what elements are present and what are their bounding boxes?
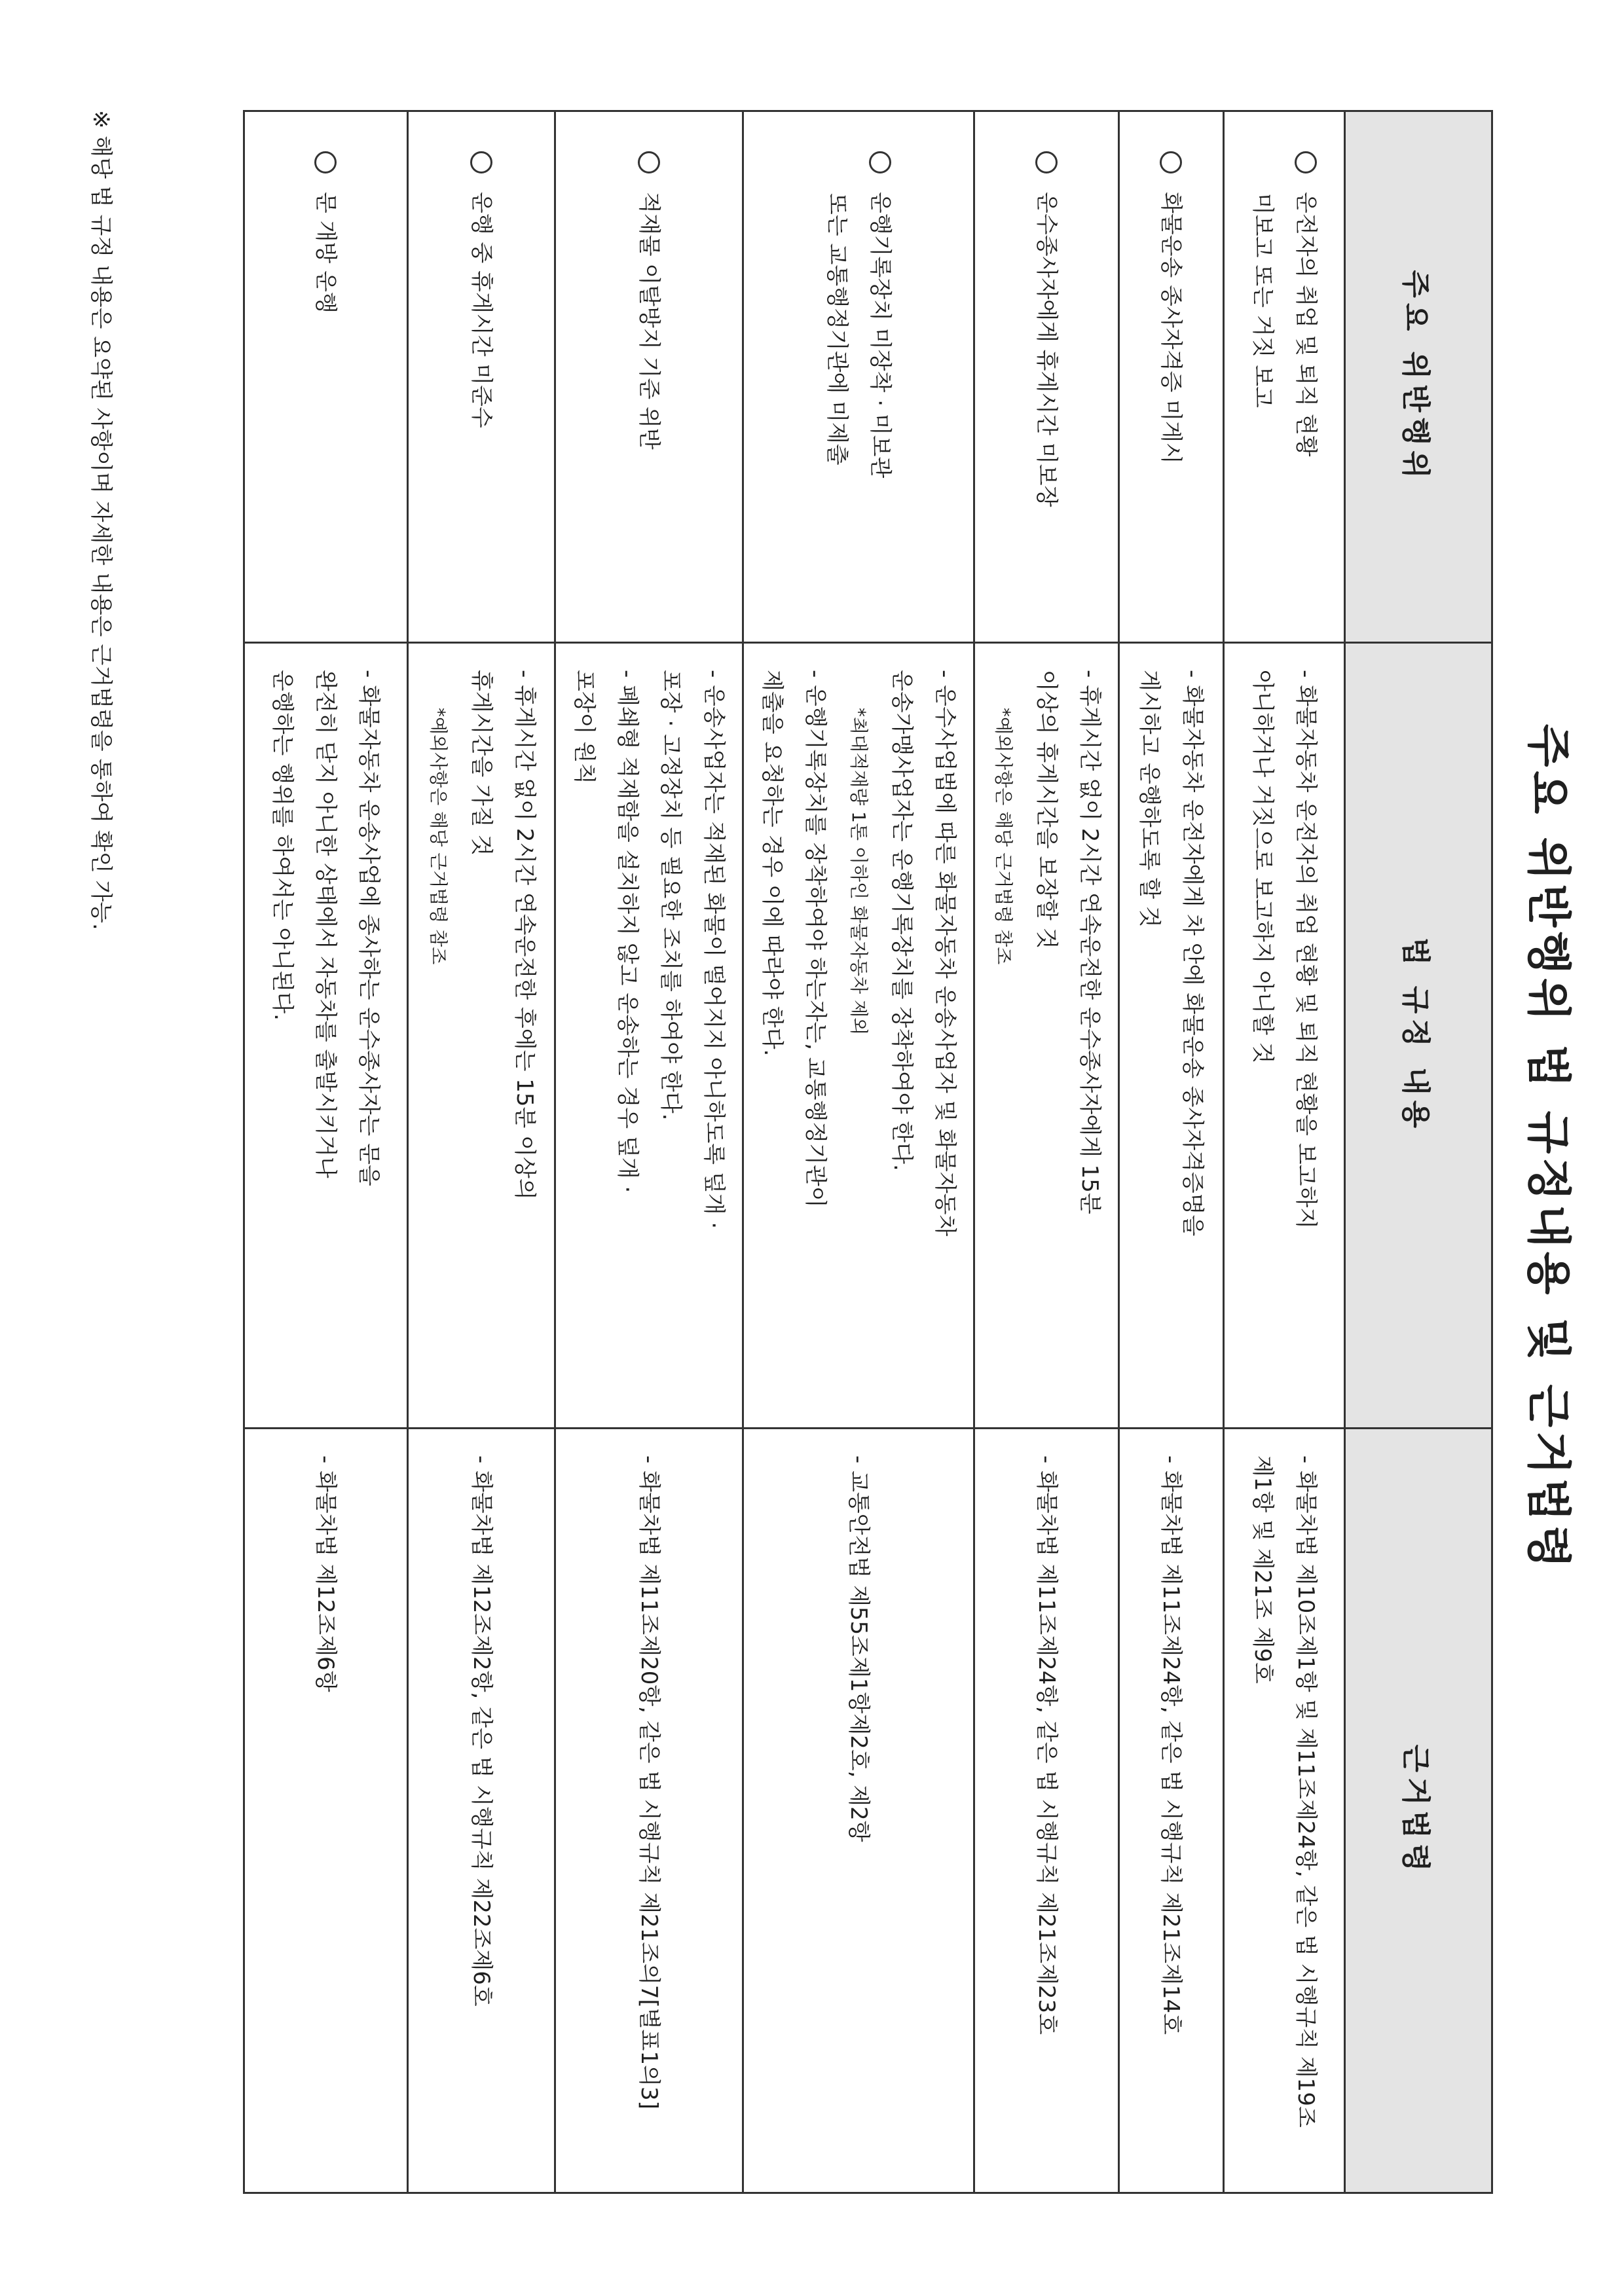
dash-bullet-icon: - bbox=[356, 670, 382, 685]
content-line bbox=[563, 670, 606, 1401]
violation-line bbox=[858, 151, 902, 615]
violation-cell bbox=[244, 111, 408, 643]
table-row bbox=[974, 111, 1119, 2193]
content-text: 이상의 휴게시간을 보장할 것 bbox=[1033, 670, 1060, 949]
content-line bbox=[1284, 670, 1327, 1401]
content-line bbox=[1241, 670, 1284, 1401]
legal-basis-line bbox=[1284, 1455, 1327, 2166]
violation-text: 운전자의 취업 및 퇴직 현황 bbox=[1293, 192, 1319, 457]
content-line bbox=[692, 670, 735, 1401]
violation-cell bbox=[408, 111, 555, 643]
violation-cell bbox=[974, 111, 1119, 643]
content-text: 완전히 닫지 아니한 상태에서 자동차를 출발시키거나 bbox=[312, 670, 339, 1178]
content-text: 포장이 원칙 bbox=[571, 670, 597, 785]
violation-line bbox=[1241, 151, 1284, 615]
violation-table bbox=[243, 110, 1493, 2194]
dash-bullet-icon: - bbox=[701, 670, 727, 685]
table-header-row bbox=[1345, 111, 1492, 2193]
dash-bullet-icon: - bbox=[468, 1455, 494, 1471]
content-text: 운행하는 행위를 하여서는 아니된다. bbox=[269, 670, 296, 1021]
table-row bbox=[1224, 111, 1345, 2193]
table-row bbox=[743, 111, 974, 2193]
violation-line bbox=[1025, 151, 1068, 615]
content-text: 화물자동차 운전자의 취업 현황 및 퇴직 현황을 보고하지 bbox=[1293, 685, 1319, 1230]
content-text: 제출을 요청하는 경우 이에 따라야 한다. bbox=[759, 670, 785, 1057]
header-violation: 주요 위반행위 bbox=[1345, 111, 1492, 643]
legal-basis-line bbox=[1025, 1455, 1068, 2166]
legal-basis-cell bbox=[974, 1429, 1119, 2193]
content-text: 운행기록장치를 장착하여야 하는자는, 교통행정기관이 bbox=[802, 685, 828, 1208]
legal-basis-text: 화물차법 제12조제2항, 같은 법 시행규칙 제22조제6호 bbox=[468, 1470, 494, 2007]
content-text: 폐쇄형 적재함을 설치하지 않고 운송하는 경우 덮개 · bbox=[614, 685, 640, 1194]
content-text: 운송가맹사업자는 운행기록장치를 장착하여야 한다. bbox=[889, 670, 915, 1171]
circle-bullet-icon bbox=[869, 151, 891, 173]
legal-basis-text: 화물차법 제10조제1항 및 제11조제24항, 같은 법 시행규칙 제19조 bbox=[1293, 1470, 1319, 2128]
dash-bullet-icon: - bbox=[636, 1455, 662, 1471]
violation-line bbox=[304, 151, 348, 615]
content-line bbox=[261, 670, 304, 1401]
violation-cell bbox=[1224, 111, 1345, 643]
legal-basis-cell bbox=[555, 1429, 743, 2193]
content-text: 운수사업법에 따른 화물자동차 운송사업자 및 화물자동차 bbox=[932, 685, 958, 1237]
content-cell bbox=[244, 643, 408, 1429]
content-note: *예외사항은 해당 근거법령 참조 bbox=[428, 708, 449, 965]
violation-text: 운행 중 휴게시간 미준수 bbox=[468, 192, 494, 428]
footnote: ※ 해당 법 규정 내용은 요약된 사항이며 자세한 내용은 근거법령을 통하여 확인 가능. bbox=[88, 110, 114, 930]
dash-bullet-icon: - bbox=[1179, 670, 1206, 685]
content-text: 화물자동차 운전자에게 차 안에 화물운송 종사자격증명을 bbox=[1179, 685, 1206, 1237]
content-text: 아니하거나 거짓으로 보고하지 아니할 것 bbox=[1249, 670, 1276, 1064]
dash-bullet-icon: - bbox=[802, 670, 828, 685]
legal-basis-cell bbox=[1119, 1429, 1224, 2193]
content-line bbox=[1025, 670, 1068, 1401]
content-line bbox=[923, 670, 967, 1401]
dash-bullet-icon: - bbox=[511, 670, 538, 685]
violation-text: 문 개방 운행 bbox=[312, 192, 339, 314]
legal-basis-text: 화물차법 제12조제6항 bbox=[312, 1470, 339, 1692]
content-text: 화물자동차 운송사업에 종사하는 운수종사자는 문을 bbox=[356, 685, 382, 1186]
dash-bullet-icon: - bbox=[312, 1455, 339, 1471]
violation-line bbox=[627, 151, 671, 615]
dash-bullet-icon: - bbox=[614, 670, 640, 685]
content-text: 게시하고 운행하도록 할 것 bbox=[1136, 670, 1163, 928]
legal-basis-text: 제1항 및 제21조 제9호 bbox=[1249, 1455, 1276, 1684]
content-cell bbox=[555, 643, 743, 1429]
table-row bbox=[408, 111, 555, 2193]
legal-basis-text: 화물차법 제11조제24항, 같은 법 시행규칙 제21조제14호 bbox=[1158, 1470, 1185, 2035]
content-line bbox=[460, 670, 503, 1401]
legal-basis-line bbox=[837, 1455, 880, 2166]
circle-bullet-icon bbox=[470, 151, 492, 173]
legal-basis-cell bbox=[743, 1429, 974, 2193]
violation-cell bbox=[1119, 111, 1224, 643]
content-line bbox=[750, 670, 794, 1401]
dash-bullet-icon: - bbox=[1033, 1455, 1060, 1471]
content-text: 휴게시간 없이 2시간 연속운전한 후에는 15분 이상의 bbox=[511, 685, 538, 1200]
content-line bbox=[1068, 670, 1111, 1401]
legal-basis-text: 교통안전법 제55조제1항제2호, 제2항 bbox=[845, 1470, 872, 1842]
violation-text: 적재물 이탈방지 기준 위반 bbox=[636, 192, 662, 450]
legal-basis-line bbox=[1241, 1455, 1284, 2166]
violation-line bbox=[1150, 151, 1193, 615]
content-line bbox=[606, 670, 649, 1401]
content-note: *최대적재량 1톤 이하인 화물자동차 제외 bbox=[848, 708, 870, 1036]
violation-line bbox=[1284, 151, 1327, 615]
legal-basis-line bbox=[460, 1455, 503, 2166]
content-line bbox=[348, 670, 391, 1401]
table-row bbox=[1119, 111, 1224, 2193]
content-cell bbox=[743, 643, 974, 1429]
violation-text: 운수종사자에게 휴게시간 미보장 bbox=[1033, 192, 1060, 507]
legal-basis-cell bbox=[1224, 1429, 1345, 2193]
circle-bullet-icon bbox=[1160, 151, 1183, 173]
violation-line bbox=[460, 151, 503, 615]
content-note: *예외사항은 해당 근거법령 참조 bbox=[993, 708, 1014, 965]
header-legal-basis: 근거법령 bbox=[1345, 1429, 1492, 2193]
content-cell bbox=[974, 643, 1119, 1429]
table-row bbox=[244, 111, 408, 2193]
content-text: 포장 · 고정장치 등 필요한 조치를 하여야 한다. bbox=[657, 670, 684, 1121]
dash-bullet-icon: - bbox=[1077, 670, 1103, 685]
legal-basis-line bbox=[304, 1455, 348, 2166]
legal-basis-cell bbox=[244, 1429, 408, 2193]
circle-bullet-icon bbox=[1035, 151, 1058, 173]
content-line bbox=[794, 670, 837, 1401]
circle-bullet-icon bbox=[1295, 151, 1317, 173]
content-line bbox=[649, 670, 692, 1401]
content-line bbox=[1172, 670, 1215, 1401]
content-cell bbox=[1119, 643, 1224, 1429]
content-cell bbox=[1224, 643, 1345, 1429]
legal-basis-line bbox=[627, 1455, 671, 2166]
legal-basis-line bbox=[1150, 1455, 1193, 2166]
content-text: 운송사업자는 적재된 화물이 떨어지지 아니하도록 덮개 · bbox=[701, 685, 727, 1230]
legal-basis-text: 화물차법 제11조제24항, 같은 법 시행규칙 제21조제23호 bbox=[1033, 1470, 1060, 2035]
violation-text: 미보고 또는 거짓 보고 bbox=[1249, 193, 1276, 409]
header-content: 법 규정 내용 bbox=[1345, 643, 1492, 1429]
content-line bbox=[503, 670, 546, 1401]
violation-text: 화물운송 종사자격증 미게시 bbox=[1158, 192, 1185, 464]
legal-basis-text: 화물차법 제11조제20항, 같은 법 시행규칙 제21조의7[별표1의3] bbox=[636, 1470, 662, 2109]
violation-cell bbox=[555, 111, 743, 643]
document-title: 주요 위반행위 법 규정내용 및 근거법령 bbox=[1522, 723, 1574, 1573]
content-text: 휴게시간을 가질 것 bbox=[468, 670, 494, 856]
content-line bbox=[880, 670, 923, 1401]
dash-bullet-icon: - bbox=[932, 670, 958, 685]
violation-line bbox=[815, 151, 858, 615]
circle-bullet-icon bbox=[638, 151, 660, 173]
content-text: 휴게시간 없이 2시간 연속운전한 운수종사자에게 15분 bbox=[1077, 685, 1103, 1214]
violation-text: 운행기록장치 미장착 · 미보관 bbox=[867, 192, 893, 479]
dash-bullet-icon: - bbox=[1293, 1455, 1319, 1471]
dash-bullet-icon: - bbox=[1293, 670, 1319, 685]
content-cell bbox=[408, 643, 555, 1429]
dash-bullet-icon: - bbox=[1158, 1455, 1185, 1471]
circle-bullet-icon bbox=[315, 151, 337, 173]
table-row bbox=[555, 111, 743, 2193]
legal-basis-cell bbox=[408, 1429, 555, 2193]
violation-text: 또는 교통행정기관에 미제출 bbox=[824, 193, 850, 465]
content-line bbox=[304, 670, 348, 1401]
dash-bullet-icon: - bbox=[845, 1455, 872, 1471]
violation-cell bbox=[743, 111, 974, 643]
content-line bbox=[1128, 670, 1172, 1401]
